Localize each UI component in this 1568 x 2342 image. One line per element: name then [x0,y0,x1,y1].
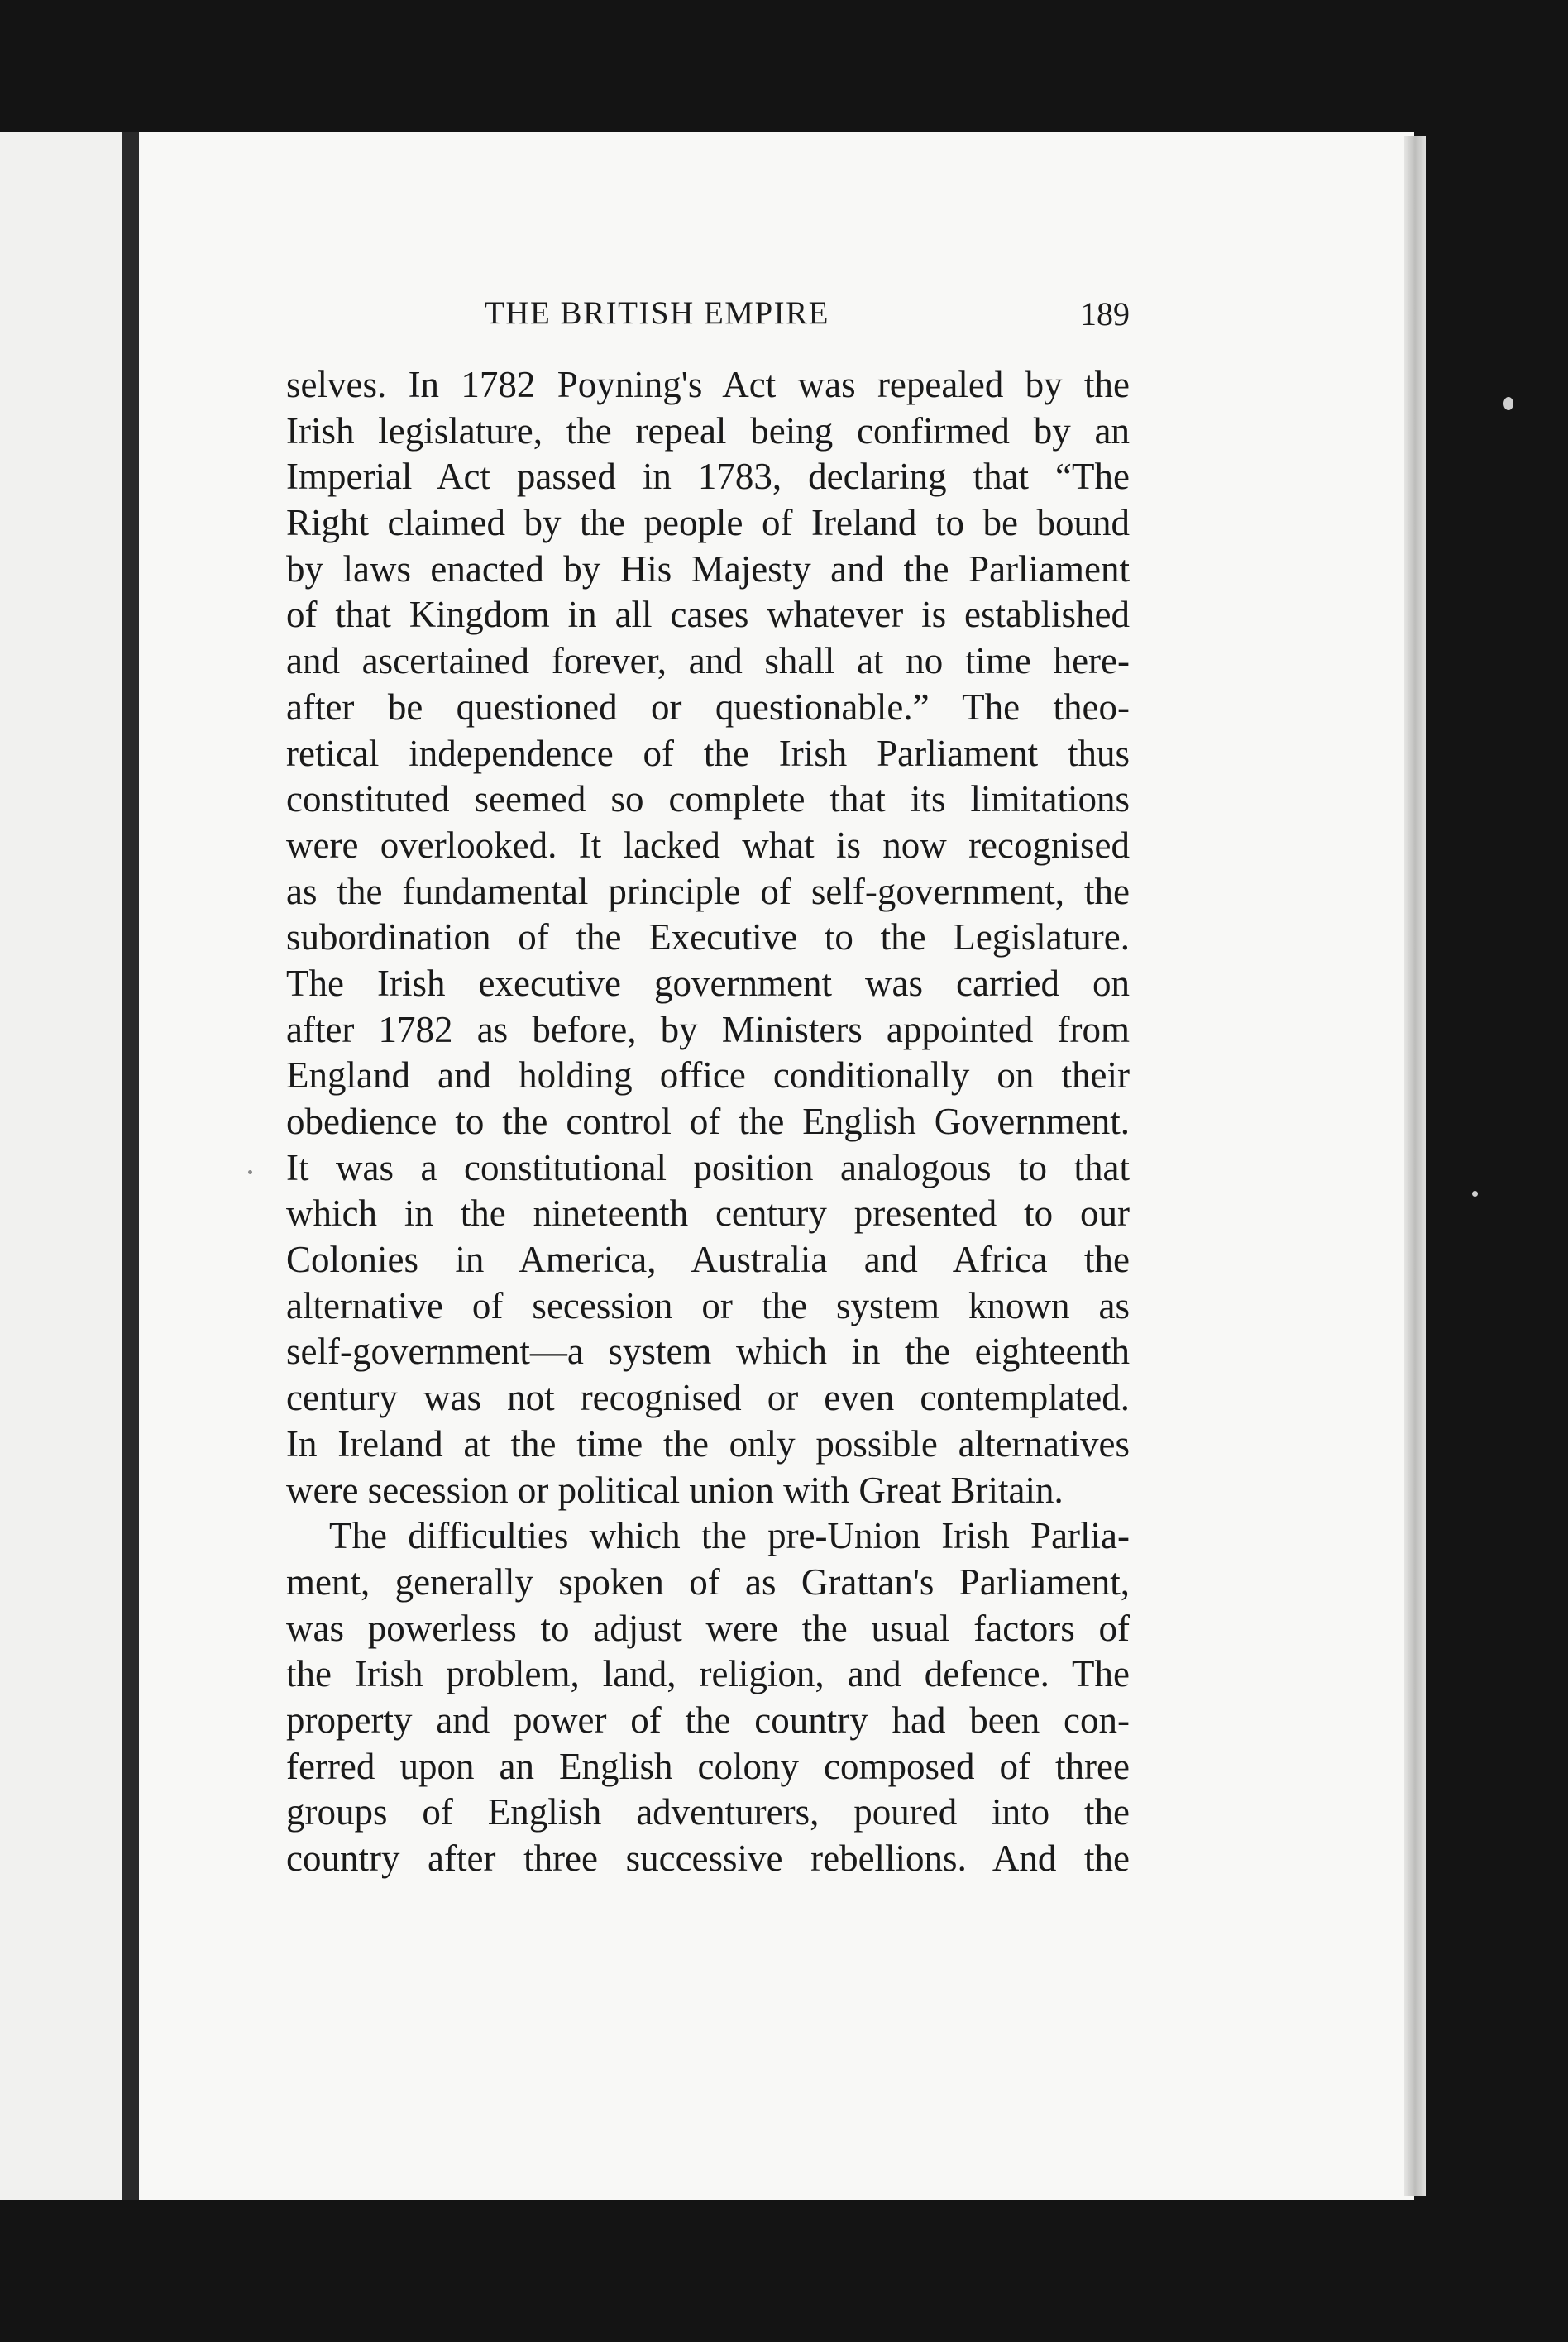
text-line: ferred upon an English colony composed of three [286,1745,1130,1787]
body-text [286,362,1130,1882]
text-line: retical independence of the Irish Parliament thus [286,732,1130,774]
page-fore-edge [1404,136,1426,2196]
text-line: constituted seemed so complete that its limitations [286,778,1130,820]
text-line: Colonies in America, Australia and Africa the [286,1239,1130,1281]
text-line: In Ireland at the time the only possible alternatives [286,1422,1130,1465]
text-line: alternative of secession or the system known as [286,1284,1130,1326]
text-line: were overlooked. It lacked what is now recognised [286,824,1130,866]
text-line: selves. In 1782 Poyning's Act was repealed by the [286,364,1130,405]
text-line: century was not recognised or even contemplated. [286,1377,1130,1419]
book-gutter [122,132,141,2200]
text-line: The Irish executive government was carried on [286,962,1130,1004]
text-line: property and power of the country had been con- [286,1699,1130,1741]
text-line: groups of English adventurers, poured into the [286,1791,1130,1833]
text-line: Irish legislature, the repeal being confirmed by an [286,409,1130,452]
text-line: ment, generally spoken of as Grattan's Parliament, [286,1561,1130,1603]
text-line: and ascertained forever, and shall at no time here- [286,640,1130,682]
text-line: by laws enacted by His Majesty and the Parliament [286,547,1130,590]
text-line: self-government—a system which in the eighteenth [286,1331,1130,1373]
running-head: THE BRITISH EMPIRE [485,295,829,331]
text-line: Right claimed by the people of Ireland to be bound [286,502,1130,544]
text-line: the Irish problem, land, religion, and defence. The [286,1653,1130,1695]
text-line: were secession or political union with Great Britain. [286,1469,1064,1511]
dust-speck [1503,397,1513,410]
text-line: country after three successive rebellions. And the [286,1838,1130,1879]
text-line: after be questioned or questionable.” The theo- [286,686,1130,728]
dust-speck [1472,1191,1478,1197]
text-line: was powerless to adjust were the usual factors of [286,1607,1130,1649]
page-header [286,294,1130,344]
left-page-edge [0,132,124,2200]
text-line: of that Kingdom in all cases whatever is established [286,594,1130,636]
text-line: obedience to the control of the English Government. [286,1101,1130,1142]
text-line: which in the nineteenth century presented to our [286,1193,1130,1235]
text-line: subordination of the Executive to the Legislature. [286,916,1130,958]
text-line: It was a constitutional position analogous to that [286,1146,1130,1188]
text-line: Imperial Act passed in 1783, declaring that “The [286,456,1130,498]
dust-speck [248,1170,252,1174]
text-line: The difficulties which the pre-Union Irish Parlia- [329,1515,1130,1557]
text-line: as the fundamental principle of self-government, the [286,870,1130,912]
page-number: 189 [1080,295,1130,332]
text-line: England and holding office conditionally on their [286,1054,1130,1097]
text-line: after 1782 as before, by Ministers appointed from [286,1008,1130,1050]
